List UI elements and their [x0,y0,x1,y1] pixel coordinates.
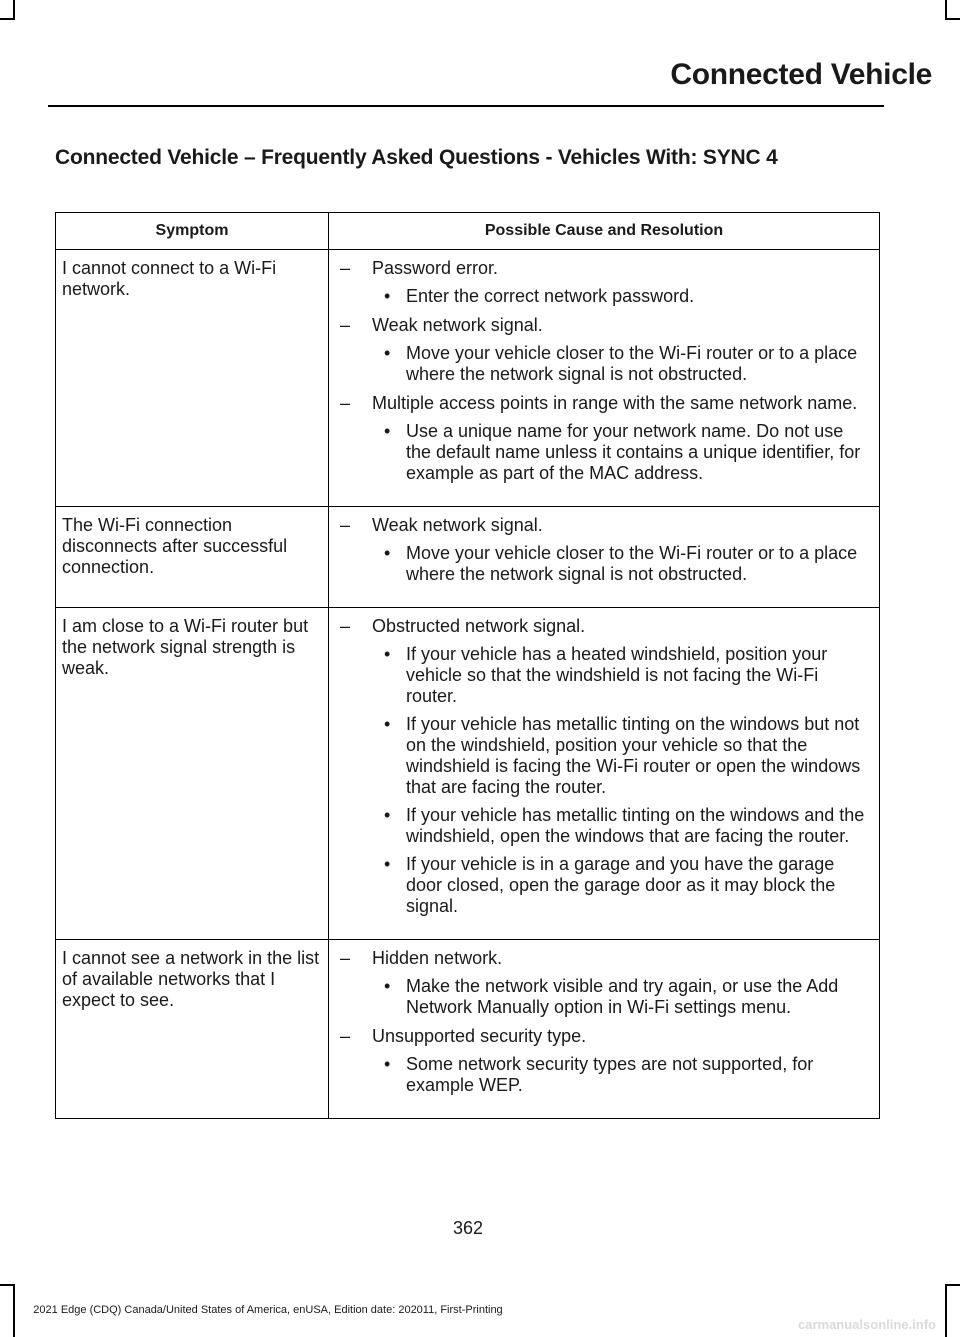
cause-item [340,315,873,336]
cause-text: Unsupported security type. [372,1026,587,1046]
resolution-cell [329,608,880,940]
page-header-title: Connected Vehicle [670,58,932,91]
column-header-symptom: Symptom [56,213,329,250]
fix-list [340,976,873,1018]
cause-item [340,1026,873,1047]
cause-item [340,393,873,414]
table-row [56,250,880,507]
resolution-cell [329,940,880,1119]
symptom-cell: I cannot connect to a Wi-Fi network. [56,250,329,507]
dash-marker: – [340,393,351,413]
dash-marker: – [340,515,351,535]
fix-list [340,286,873,307]
fix-item [340,1054,873,1096]
symptom-cell: I cannot see a network in the list of available networks that I expect to see. [56,940,329,1119]
bullet-marker: • [384,644,391,664]
cause-text: Obstructed network signal. [372,616,586,636]
cause-item [340,515,873,536]
fix-item [340,543,873,585]
fix-list [340,644,873,917]
fix-text: Enter the correct network password. [406,286,695,306]
fix-text: Use a unique name for your network name. Do not use the default name unless it contains a unique identifier, for example as part of the MAC address. [406,421,861,483]
fix-list [340,421,873,484]
bullet-marker: • [384,1054,391,1074]
crop-mark-bottom-right-v [945,1284,947,1337]
fix-list [340,543,873,585]
resolution-cell [329,250,880,507]
crop-mark-bottom-left-h [0,1284,15,1286]
crop-mark-top-right-v [945,0,947,20]
crop-mark-top-left-v [13,0,15,20]
footer-edition: 2021 Edge (CDQ) Canada/United States of America, enUSA, Edition date: 202011, First-Printing [33,1304,503,1316]
symptom-cell: The Wi-Fi connection disconnects after successful connection. [56,507,329,608]
bullet-marker: • [384,976,391,996]
faq-table [55,212,880,1119]
dash-marker: – [340,1026,351,1046]
fix-item [340,714,873,798]
bullet-marker: • [384,543,391,563]
dash-marker: – [340,616,351,636]
bullet-marker: • [384,805,391,825]
section-title: Connected Vehicle – Frequently Asked Questions - Vehicles With: SYNC 4 [55,146,778,169]
fix-text: Make the network visible and try again, or use the Add Network Manually option in Wi-Fi settings menu. [406,976,839,1017]
resolution-cell [329,507,880,608]
dash-marker: – [340,315,351,335]
symptom-cell: I am close to a Wi-Fi router but the network signal strength is weak. [56,608,329,940]
fix-text: If your vehicle is in a garage and you have the garage door closed, open the garage door as it may block the signal. [406,854,836,916]
dash-marker: – [340,258,351,278]
watermark: carmanualsonline.info [798,1317,936,1332]
fix-text: If your vehicle has metallic tinting on the windows and the windshield, open the windows that are facing the router. [406,805,865,846]
fix-item [340,421,873,484]
page-number: 362 [452,1218,484,1238]
dash-marker: – [340,948,351,968]
crop-mark-bottom-right-h [945,1284,960,1286]
cause-item [340,258,873,279]
fix-item [340,805,873,847]
fix-item [340,976,873,1018]
bullet-marker: • [384,714,391,734]
bullet-marker: • [384,854,391,874]
fix-text: If your vehicle has metallic tinting on the windows but not on the windshield, position your vehicle so that the windshield is facing the Wi-Fi router or open the windows that are facing the router. [406,714,861,797]
fix-text: If your vehicle has a heated windshield, position your vehicle so that the windshield is not facing the Wi-Fi router. [406,644,828,706]
header-divider [48,105,884,107]
table-header-row [56,213,880,250]
crop-mark-top-right-h [945,18,960,20]
fix-item [340,644,873,707]
cause-item [340,948,873,969]
bullet-marker: • [384,421,391,441]
fix-text: Some network security types are not supported, for example WEP. [406,1054,814,1095]
fix-item [340,854,873,917]
fix-item [340,286,873,307]
cause-text: Weak network signal. [372,515,543,535]
cause-text: Hidden network. [372,948,503,968]
fix-text: Move your vehicle closer to the Wi-Fi router or to a place where the network signal is not obstructed. [406,543,858,584]
fix-list [340,1054,873,1096]
cause-item [340,616,873,637]
table-row [56,608,880,940]
cause-text: Multiple access points in range with the same network name. [372,393,858,413]
bullet-marker: • [384,343,391,363]
column-header-resolution: Possible Cause and Resolution [329,213,880,250]
table-row [56,507,880,608]
crop-mark-top-left-h [0,18,15,20]
cause-text: Weak network signal. [372,315,543,335]
table-row [56,940,880,1119]
fix-list [340,343,873,385]
cause-text: Password error. [372,258,499,278]
bullet-marker: • [384,286,391,306]
fix-text: Move your vehicle closer to the Wi-Fi router or to a place where the network signal is not obstructed. [406,343,858,384]
fix-item [340,343,873,385]
